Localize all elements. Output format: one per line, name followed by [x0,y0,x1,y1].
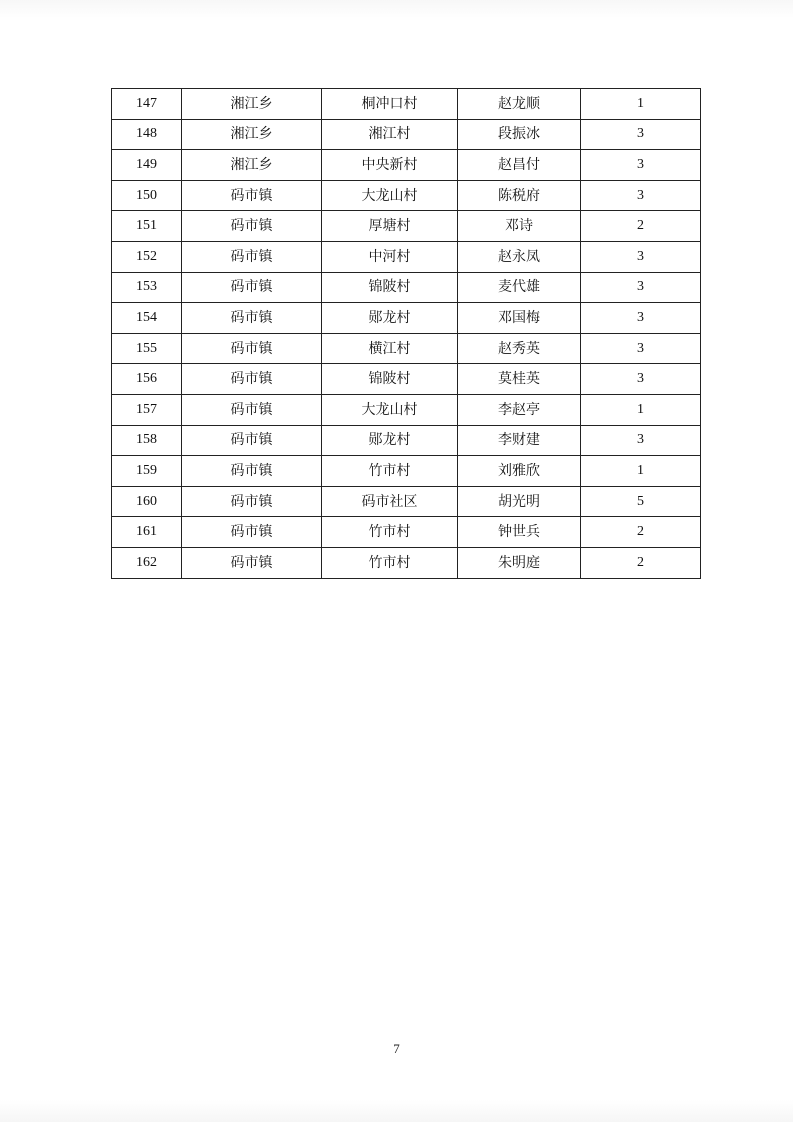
cell-village: 码市社区 [322,486,458,517]
cell-person-name: 邓诗 [458,211,581,242]
cell-village: 中河村 [322,241,458,272]
cell-row-index: 155 [112,333,182,364]
cell-village: 中央新村 [322,150,458,181]
cell-count: 1 [581,394,701,425]
cell-township: 码市镇 [182,241,322,272]
cell-person-name: 赵秀英 [458,333,581,364]
cell-person-name: 赵龙顺 [458,89,581,120]
table-row [112,486,701,517]
page-number: 7 [393,1041,400,1056]
cell-township: 码市镇 [182,547,322,578]
cell-count: 3 [581,119,701,150]
cell-row-index: 148 [112,119,182,150]
table-row [112,241,701,272]
cell-village: 桐冲口村 [322,89,458,120]
table-row [112,211,701,242]
cell-person-name: 刘雅欣 [458,456,581,487]
cell-count: 3 [581,364,701,395]
cell-row-index: 149 [112,150,182,181]
cell-count: 1 [581,456,701,487]
table-row [112,425,701,456]
cell-township: 码市镇 [182,303,322,334]
cell-row-index: 157 [112,394,182,425]
cell-township: 码市镇 [182,486,322,517]
cell-person-name: 朱明庭 [458,547,581,578]
cell-township: 码市镇 [182,364,322,395]
cell-row-index: 158 [112,425,182,456]
cell-village: 大龙山村 [322,394,458,425]
cell-person-name: 邓国梅 [458,303,581,334]
cell-count: 3 [581,425,701,456]
cell-row-index: 152 [112,241,182,272]
table-row [112,119,701,150]
cell-village: 锦陂村 [322,364,458,395]
cell-village: 竹市村 [322,517,458,548]
cell-person-name: 莫桂英 [458,364,581,395]
cell-count: 3 [581,241,701,272]
cell-person-name: 赵昌付 [458,150,581,181]
cell-township: 码市镇 [182,394,322,425]
cell-person-name: 李赵亭 [458,394,581,425]
cell-row-index: 160 [112,486,182,517]
data-table-container [111,88,700,579]
table-row [112,333,701,364]
cell-row-index: 154 [112,303,182,334]
table-row [112,517,701,548]
cell-village: 竹市村 [322,547,458,578]
cell-row-index: 159 [112,456,182,487]
cell-count: 3 [581,303,701,334]
cell-count: 3 [581,333,701,364]
cell-person-name: 赵永凤 [458,241,581,272]
cell-township: 码市镇 [182,517,322,548]
cell-person-name: 李财建 [458,425,581,456]
cell-row-index: 162 [112,547,182,578]
cell-count: 2 [581,517,701,548]
cell-count: 5 [581,486,701,517]
table-row [112,456,701,487]
cell-township: 码市镇 [182,425,322,456]
cell-person-name: 段振冰 [458,119,581,150]
cell-village: 郧龙村 [322,303,458,334]
cell-person-name: 钟世兵 [458,517,581,548]
table-row [112,150,701,181]
cell-count: 3 [581,150,701,181]
cell-person-name: 陈税府 [458,180,581,211]
cell-township: 码市镇 [182,211,322,242]
cell-row-index: 161 [112,517,182,548]
cell-row-index: 156 [112,364,182,395]
cell-township: 湘江乡 [182,119,322,150]
cell-person-name: 胡光明 [458,486,581,517]
cell-village: 大龙山村 [322,180,458,211]
cell-row-index: 153 [112,272,182,303]
cell-row-index: 151 [112,211,182,242]
cell-count: 2 [581,211,701,242]
table-row [112,394,701,425]
table-row [112,180,701,211]
cell-township: 码市镇 [182,180,322,211]
cell-township: 湘江乡 [182,89,322,120]
cell-village: 郧龙村 [322,425,458,456]
cell-count: 3 [581,272,701,303]
cell-village: 厚塘村 [322,211,458,242]
cell-person-name: 麦代雄 [458,272,581,303]
table-row [112,547,701,578]
cell-village: 横江村 [322,333,458,364]
cell-village: 竹市村 [322,456,458,487]
cell-township: 码市镇 [182,333,322,364]
cell-township: 湘江乡 [182,150,322,181]
data-table [111,88,701,579]
cell-row-index: 150 [112,180,182,211]
table-row [112,364,701,395]
cell-township: 码市镇 [182,456,322,487]
cell-row-index: 147 [112,89,182,120]
table-row [112,89,701,120]
cell-count: 2 [581,547,701,578]
table-row [112,303,701,334]
cell-village: 锦陂村 [322,272,458,303]
table-row [112,272,701,303]
cell-village: 湘江村 [322,119,458,150]
cell-count: 3 [581,180,701,211]
table-body [112,89,701,579]
cell-township: 码市镇 [182,272,322,303]
cell-count: 1 [581,89,701,120]
